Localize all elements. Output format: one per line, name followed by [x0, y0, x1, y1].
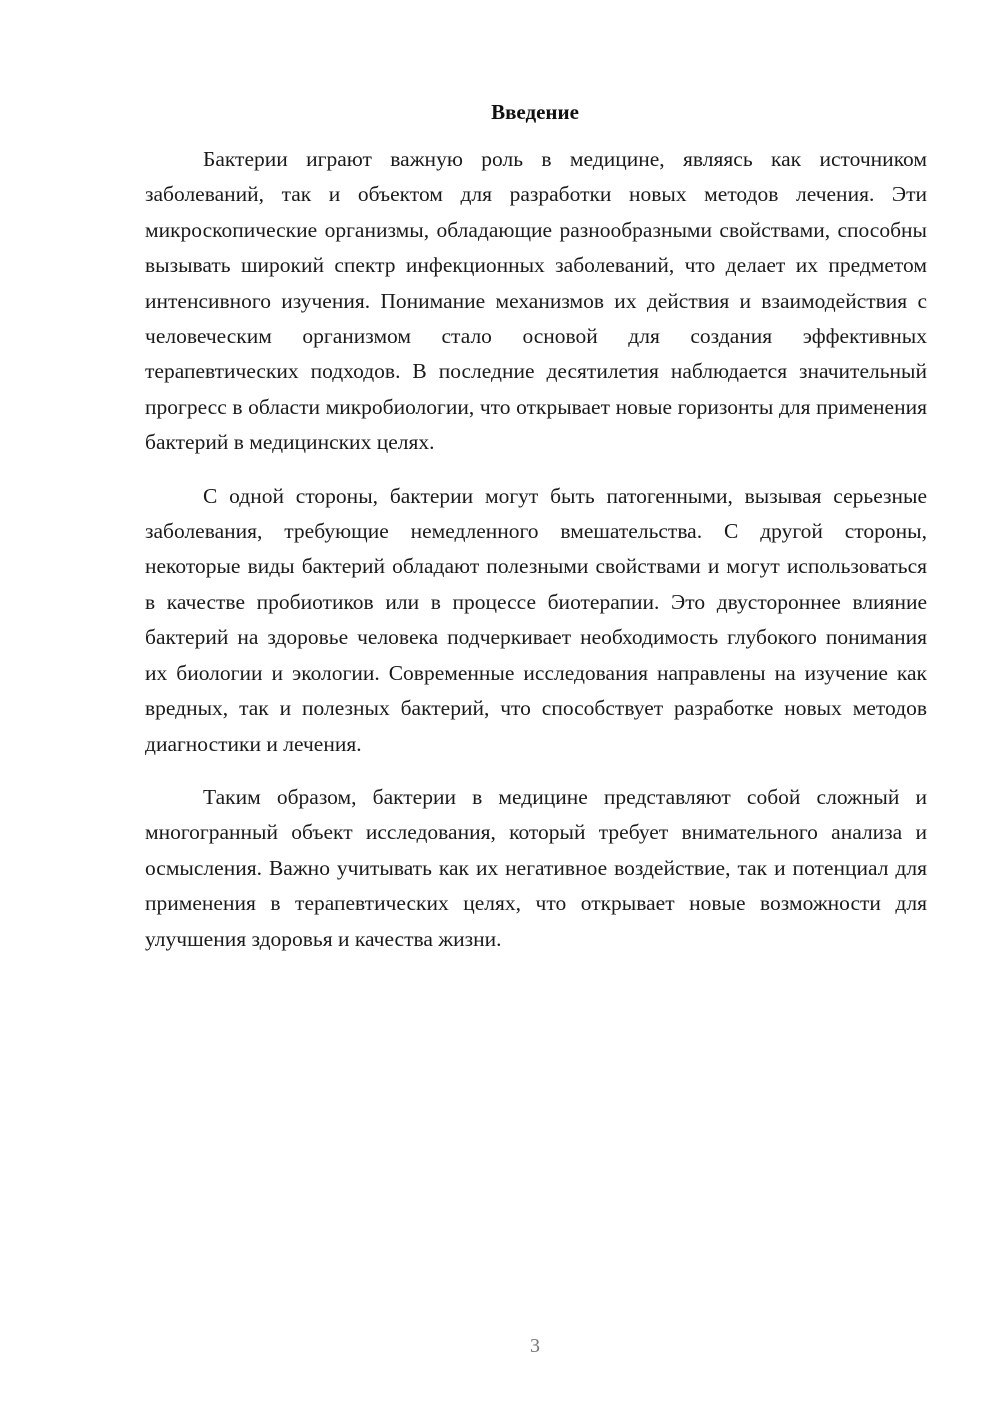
- paragraph-3: Таким образом, бактерии в медицине представляют собой сложный и многогранный объект исследования, который требует внимательного анализа и осмысления. Важно учитывать как их негативное воздействие, так и потенциал для применения в терапевтических целях, что открывает новые возможности для улучшения здоровья и качества жизни.: [145, 784, 927, 951]
- body-text: [145, 142, 927, 957]
- section-title: Введение: [491, 100, 579, 124]
- paragraph-2: С одной стороны, бактерии могут быть патогенными, вызывая серьезные заболевания, требующие немедленного вмешательства. С другой стороны, некоторые виды бактерий обладают полезными свойствами и могут использоваться в качестве пробиотиков или в процессе биотерапии. Это двустороннее влияние бактерий на здоровье человека подчеркивает необходимость глубокого понимания их биологии и экологии. Современные исследования направлены на изучение как вредных, так и полезных бактерий, что способствует разработке новых методов диагностики и лечения.: [145, 483, 927, 756]
- page-number: 3: [530, 1335, 540, 1357]
- paragraph-1: Бактерии играют важную роль в медицине, являясь как источником заболеваний, так и объектом для разработки новых методов лечения. Эти микроскопические организмы, обладающие разнообразными свойствами, способны вызывать широкий спектр инфекционных заболеваний, что делает их предметом интенсивного изучения. Понимание механизмов их действия и взаимодействия с человеческим организмом стало основой для создания эффективных терапевтических подходов. В последние десятилетия наблюдается значительный прогресс в области микробиологии, что открывает новые горизонты для применения бактерий в медицинских целях.: [145, 147, 927, 455]
